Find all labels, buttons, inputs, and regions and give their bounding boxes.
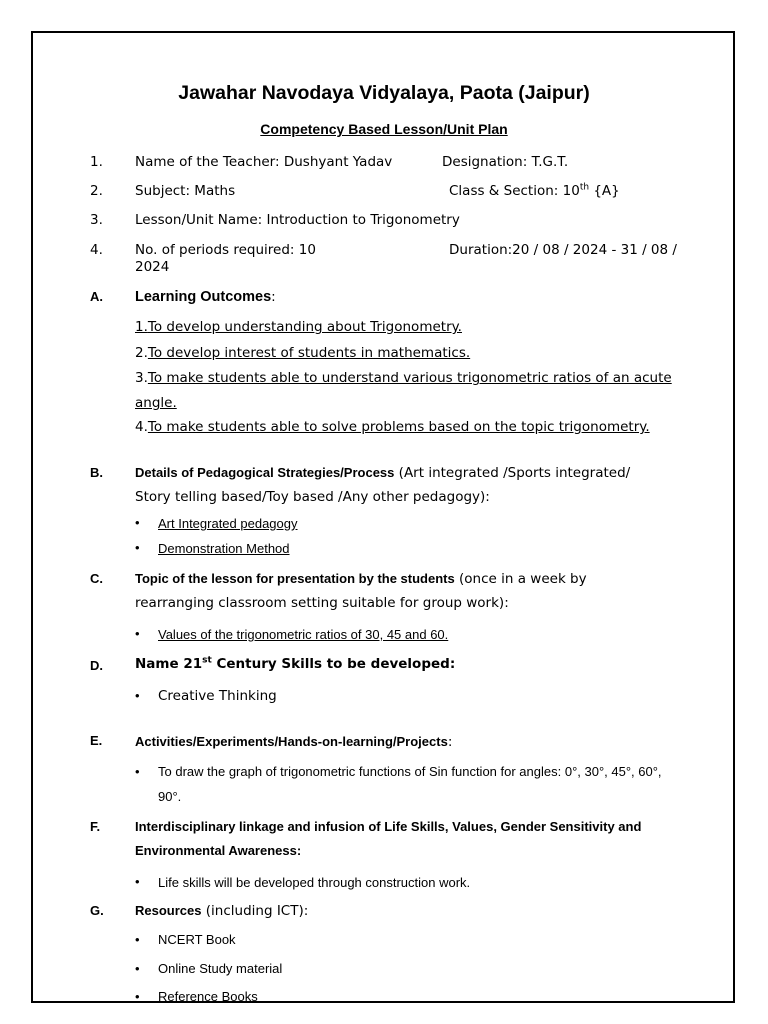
plan-subtitle: Competency Based Lesson/Unit Plan (260, 121, 508, 137)
bullet-g-3: • (135, 989, 140, 1004)
section-e-letter: E. (90, 733, 103, 748)
outcome-4: 4.To make students able to solve problems based on the topic trigonometry. (135, 419, 650, 435)
lesson-name: Lesson/Unit Name: Introduction to Trigonometry (135, 212, 460, 228)
teacher-name: Name of the Teacher: Dushyant Yadav (135, 154, 393, 170)
bullet-g-2: • (135, 961, 140, 976)
resource-1: NCERT Book (158, 932, 236, 947)
bullet-b-2: • (135, 540, 140, 555)
bullet-d-1: • (135, 688, 140, 703)
resource-2: Online Study material (158, 961, 283, 976)
section-f-heading: Interdisciplinary linkage and infusion of Life Skills, Values, Gender Sensitivity and (135, 819, 642, 834)
section-d-letter: D. (90, 658, 103, 673)
pedagogy-2: Demonstration Method (158, 541, 290, 556)
info-num-4: 4. (90, 242, 103, 258)
info-num-1: 1. (90, 154, 103, 170)
life-skill-1: Life skills will be developed through construction work. (158, 875, 471, 890)
info-num-2: 2. (90, 183, 103, 199)
outcome-3-wrap: angle. (135, 395, 177, 411)
resource-3: Reference Books (158, 989, 258, 1004)
presentation-topic: Values of the trigonometric ratios of 30, 45 and 60. (158, 627, 449, 642)
activity-line-2: 90°. (158, 789, 182, 804)
outcome-3: 3.To make students able to understand various trigonometric ratios of an acute (135, 370, 672, 386)
section-g-heading: Resources (including ICT): (135, 903, 309, 919)
section-c-heading: Topic of the lesson for presentation by the students (once in a week by (135, 571, 587, 587)
periods-required: No. of periods required: 10 (135, 242, 316, 258)
section-c-letter: C. (90, 571, 103, 586)
section-d-heading: Name 21st Century Skills to be developed: (135, 655, 456, 672)
subject: Subject: Maths (135, 183, 236, 199)
bullet-g-1: • (135, 932, 140, 947)
duration: Duration:20 / 08 / 2024 - 31 / 08 / (449, 242, 677, 258)
designation: Designation: T.G.T. (442, 154, 569, 170)
section-e-heading: Activities/Experiments/Hands-on-learning/Projects: (135, 734, 453, 750)
bullet-c-1: • (135, 626, 140, 641)
section-a-heading: Learning Outcomes: (135, 289, 276, 305)
section-c-heading-wrap: rearranging classroom setting suitable for group work): (135, 595, 509, 611)
duration-wrap: 2024 (135, 259, 170, 275)
pedagogy-1: Art Integrated pedagogy (158, 516, 298, 531)
school-title: Jawahar Navodaya Vidyalaya, Paota (Jaipur) (178, 82, 590, 104)
outcome-2: 2.To develop interest of students in mathematics. (135, 345, 471, 361)
skill-1: Creative Thinking (158, 688, 277, 704)
info-num-3: 3. (90, 212, 103, 228)
outcome-1: 1.To develop understanding about Trigonometry. (135, 319, 462, 335)
activity-line-1: To draw the graph of trigonometric functions of Sin function for angles: 0°, 30°, 45°, 60°, (158, 764, 662, 779)
bullet-e-1: • (135, 764, 140, 779)
section-b-letter: B. (90, 465, 103, 480)
bullet-b-1: • (135, 515, 140, 530)
section-b-heading: Details of Pedagogical Strategies/Process (Art integrated /Sports integrated/ (135, 465, 631, 481)
class-section: Class & Section: 10th {A} (449, 182, 620, 199)
section-f-heading-wrap: Environmental Awareness: (135, 843, 302, 858)
section-b-heading-wrap: Story telling based/Toy based /Any other pedagogy): (135, 489, 490, 505)
bullet-f-1: • (135, 874, 140, 889)
section-a-letter: A. (90, 289, 103, 304)
section-g-letter: G. (90, 903, 104, 918)
section-f-letter: F. (90, 819, 101, 834)
